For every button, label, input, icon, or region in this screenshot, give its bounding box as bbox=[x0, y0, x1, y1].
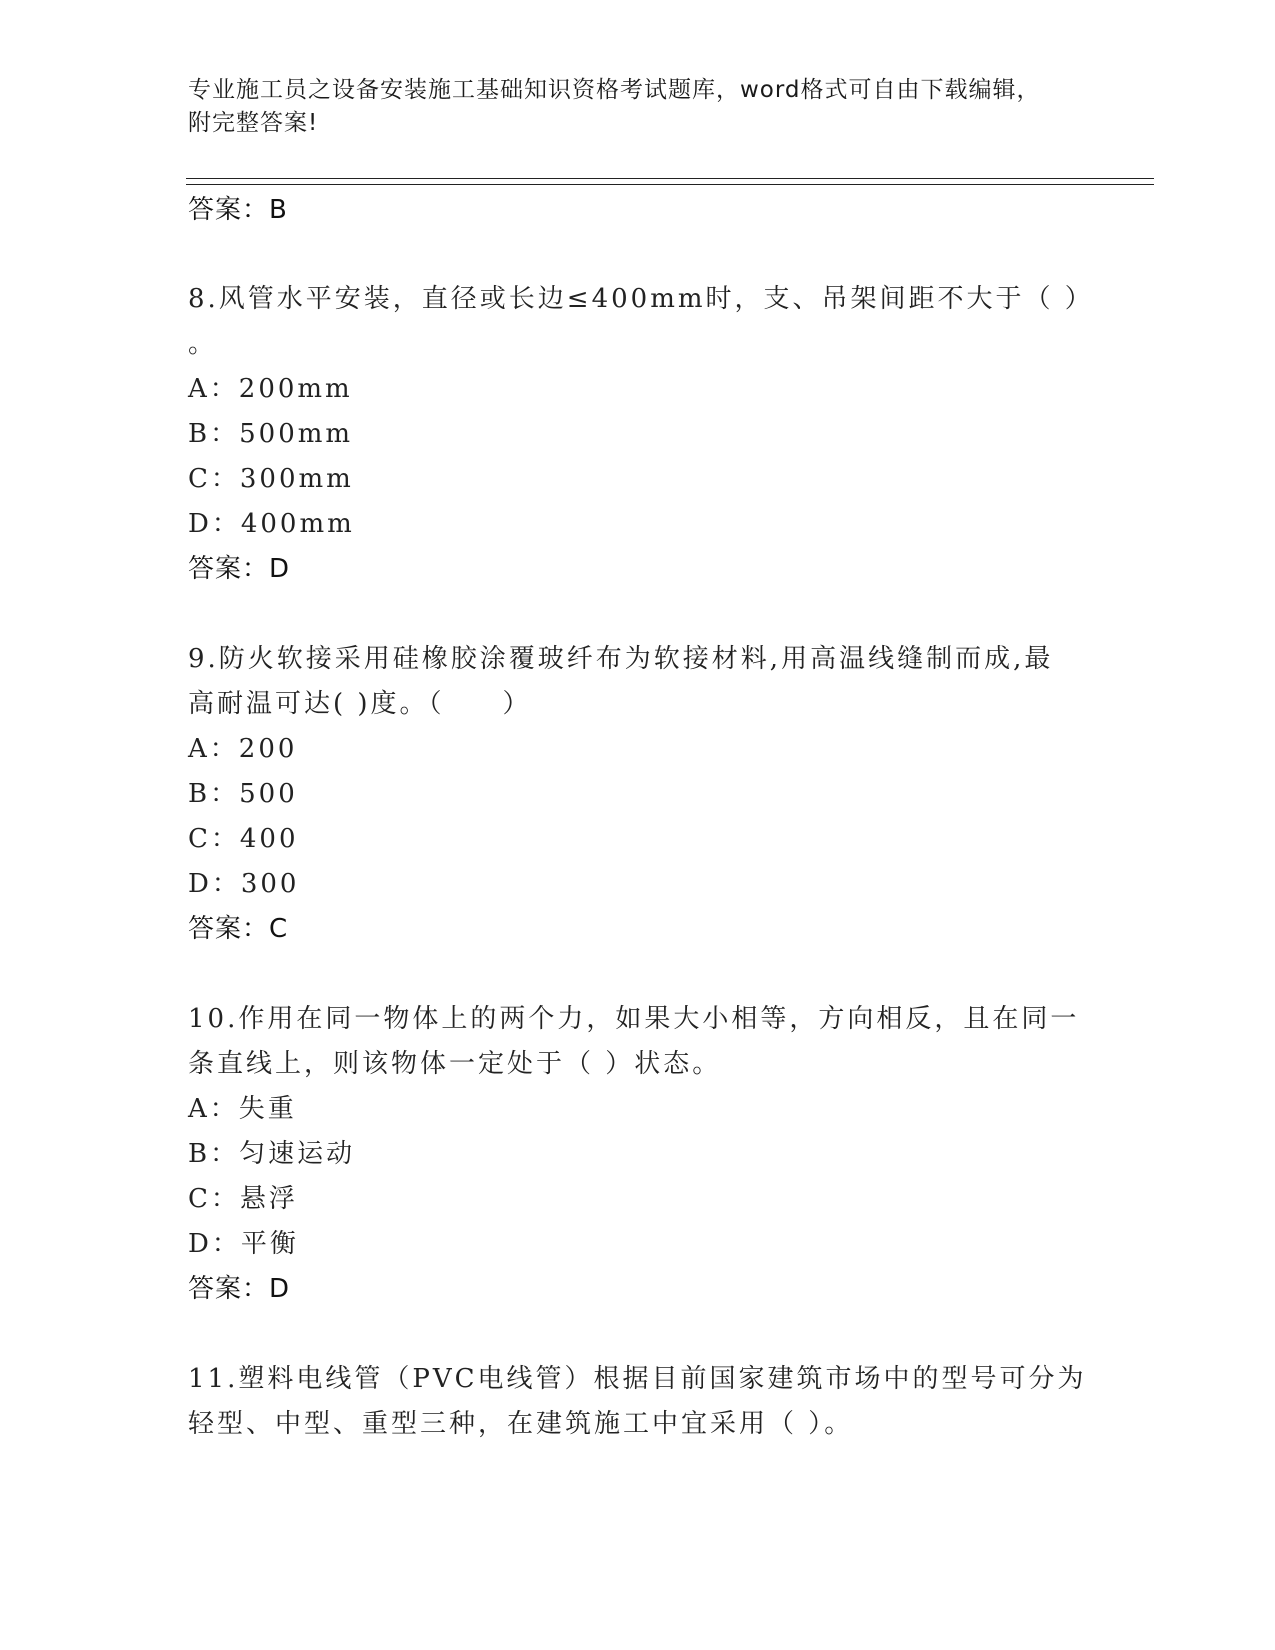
question-stem: 。 bbox=[188, 329, 218, 359]
page-header bbox=[188, 74, 1068, 140]
option-d: D：300 bbox=[188, 869, 300, 899]
option-a: A：200 bbox=[188, 734, 298, 764]
answer-line: 答案：B bbox=[188, 195, 288, 225]
option-a: A：200mm bbox=[188, 374, 353, 404]
option-d: D：400mm bbox=[188, 509, 355, 539]
answer-line: 答案：C bbox=[188, 914, 289, 944]
question-stem: 10.作用在同一物体上的两个力，如果大小相等，方向相反，且在同一 bbox=[188, 1004, 1080, 1034]
question-stem: 8.风管水平安装，直径或长边≤400mm时，支、吊架间距不大于（ ） bbox=[188, 284, 1094, 314]
option-b: B：500 bbox=[188, 779, 298, 809]
header-rule-top bbox=[186, 178, 1154, 179]
option-c: C：400 bbox=[188, 824, 299, 854]
answer-line: 答案：D bbox=[188, 554, 291, 584]
option-c: C：300mm bbox=[188, 464, 354, 494]
option-b: B：匀速运动 bbox=[188, 1139, 356, 1169]
header-line-2: 附完整答案! bbox=[188, 110, 319, 136]
option-b: B：500mm bbox=[188, 419, 354, 449]
header-line-1: 专业施工员之设备安装施工基础知识资格考试题库，word格式可自由下载编辑， bbox=[188, 77, 1041, 103]
question-stem: 轻型、中型、重型三种，在建筑施工中宜采用（ ）。 bbox=[188, 1409, 854, 1439]
question-stem: 条直线上，则该物体一定处于（ ）状态。 bbox=[188, 1049, 722, 1079]
header-rule-bottom bbox=[186, 184, 1154, 185]
question-stem: 9.防火软接采用硅橡胶涂覆玻纤布为软接材料,用高温线缝制而成,最 bbox=[188, 644, 1054, 674]
option-a: A：失重 bbox=[188, 1094, 297, 1124]
option-c: C：悬浮 bbox=[188, 1184, 298, 1214]
question-stem: 11.塑料电线管（PVC电线管）根据目前国家建筑市场中的型号可分为 bbox=[188, 1364, 1087, 1394]
answer-line: 答案：D bbox=[188, 1274, 291, 1304]
question-stem: 高耐温可达( )度。（ ） bbox=[188, 689, 532, 719]
option-d: D：平衡 bbox=[188, 1229, 299, 1259]
